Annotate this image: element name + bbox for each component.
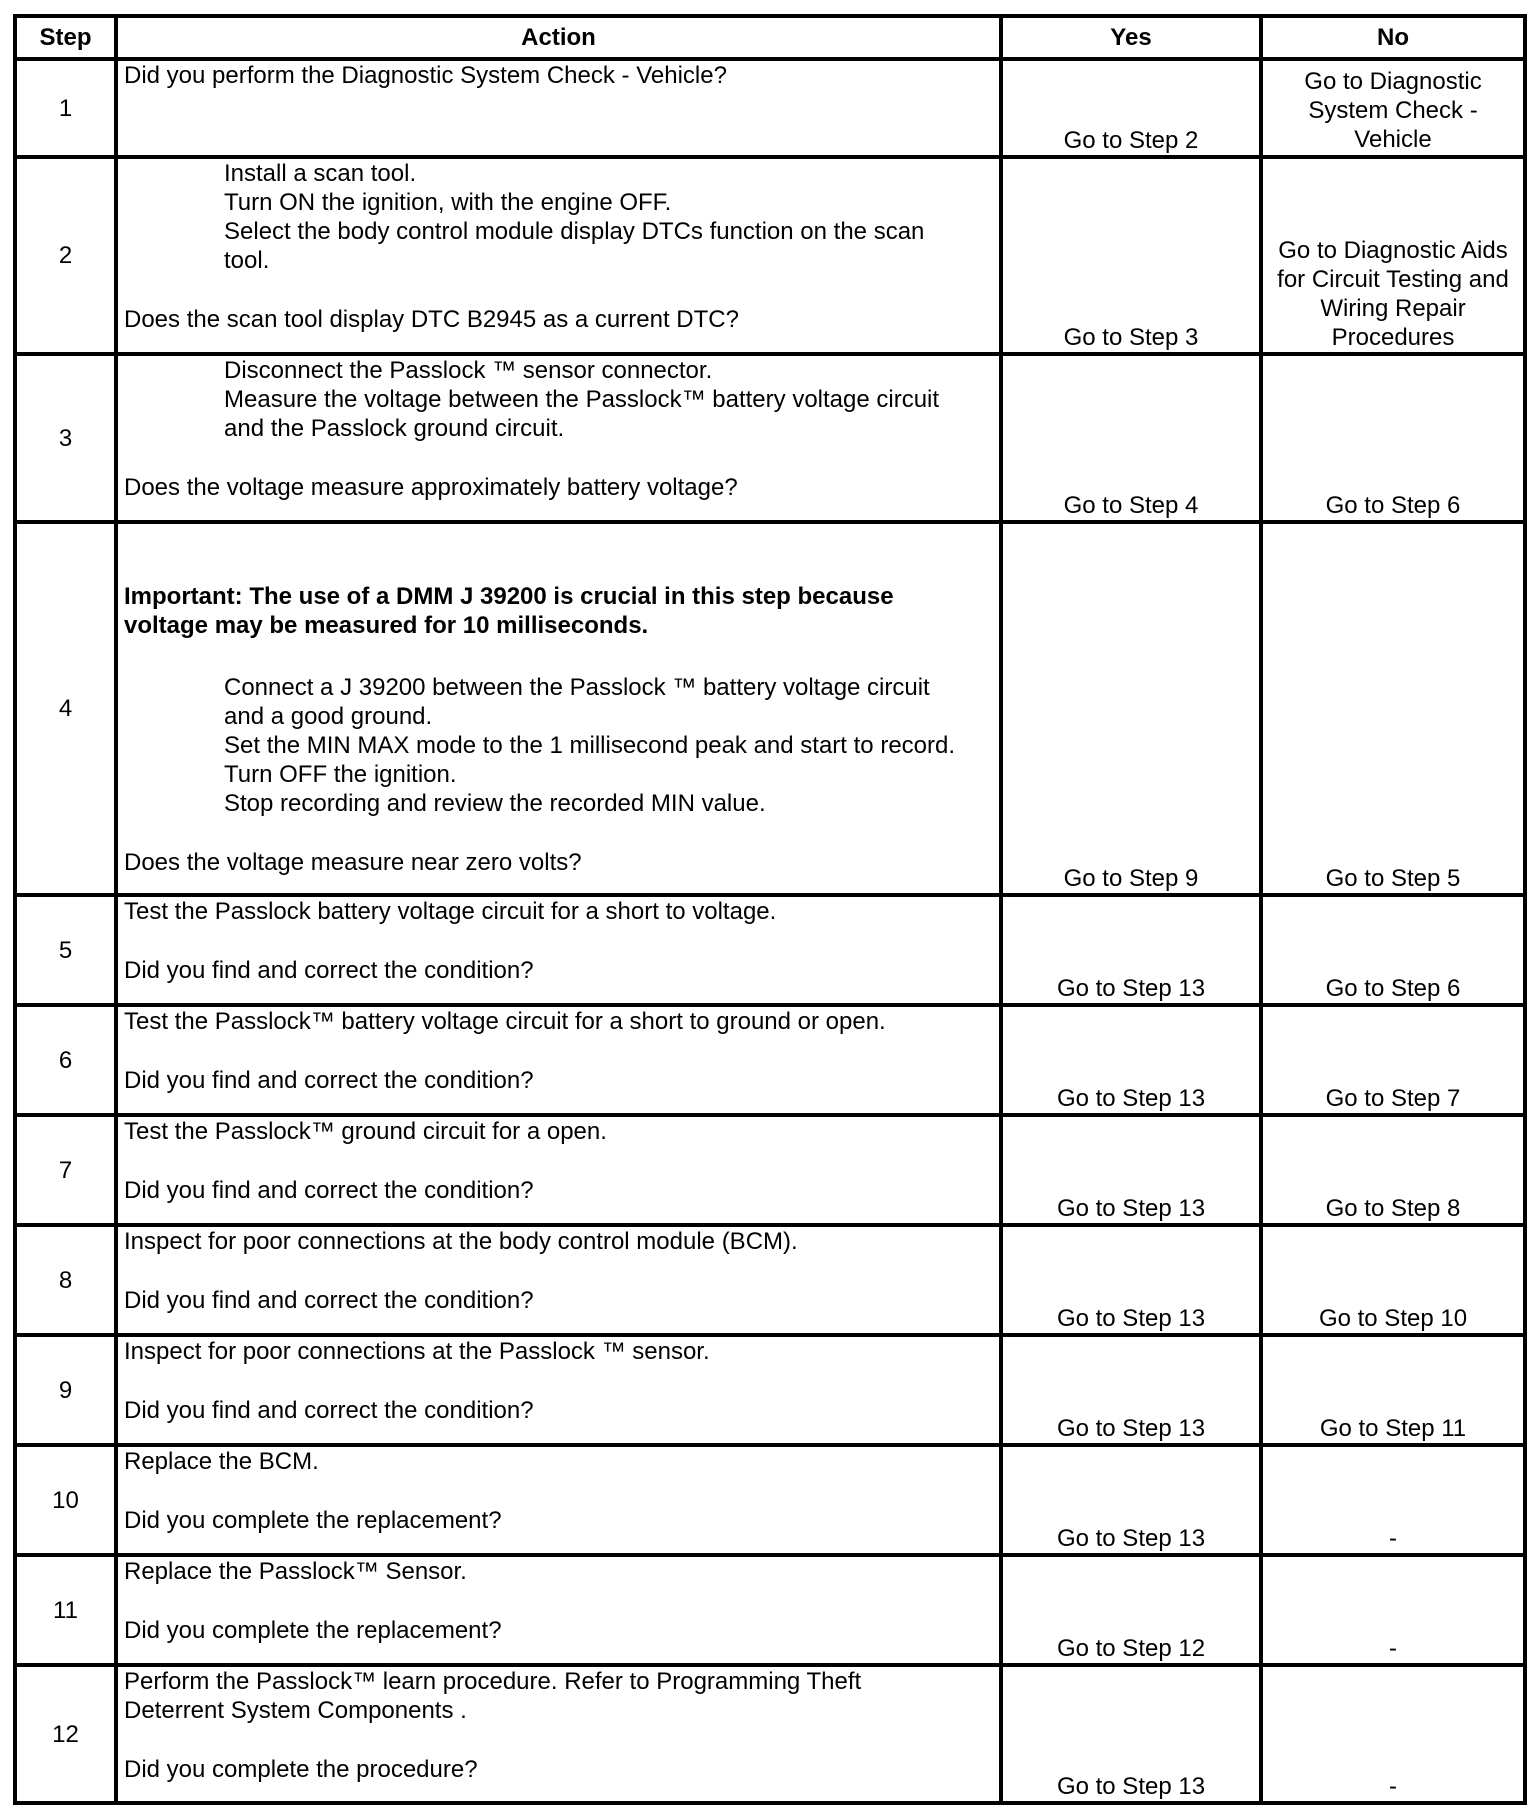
step-number: 5: [15, 895, 116, 1005]
yes-cell: Go to Step 2: [1001, 59, 1261, 157]
table-row: [15, 522, 1525, 895]
no-text-line: for Circuit Testing and: [1277, 266, 1509, 293]
yes-cell: Go to Step 13: [1001, 1445, 1261, 1555]
question-text: Did you find and correct the condition?: [124, 1067, 534, 1094]
step-number: 2: [15, 157, 116, 354]
yes-cell: Go to Step 3: [1001, 157, 1261, 354]
important-note-line: voltage may be measured for 10 milliseconds.: [124, 612, 649, 639]
question-text: Does the scan tool display DTC B2945 as a current DTC?: [124, 306, 739, 333]
yes-cell: Go to Step 13: [1001, 895, 1261, 1005]
instruction-line: Inspect for poor connections at the Passlock ™ sensor.: [124, 1338, 710, 1365]
instruction-line: and the Passlock ground circuit.: [224, 415, 565, 442]
step-number: 11: [15, 1555, 116, 1665]
instruction-line: Perform the Passlock™ learn procedure. Refer to Programming Theft: [124, 1668, 862, 1695]
question-text: Did you complete the replacement?: [124, 1507, 502, 1534]
instruction-line: Turn ON the ignition, with the engine OFF.: [224, 189, 672, 216]
no-text-line: Vehicle: [1354, 126, 1432, 153]
no-cell: Go to Step 10: [1261, 1225, 1525, 1335]
yes-cell: Go to Step 4: [1001, 354, 1261, 522]
action-cell: [116, 1665, 1001, 1803]
table-row: [15, 59, 1525, 157]
action-cell: [116, 1005, 1001, 1115]
step-number: 6: [15, 1005, 116, 1115]
no-text-line: Procedures: [1331, 324, 1455, 351]
table-row: [15, 1335, 1525, 1445]
table-row: [15, 895, 1525, 1005]
no-text-line: Go to Diagnostic: [1304, 68, 1482, 95]
table-row: [15, 1005, 1525, 1115]
instruction-line: Test the Passlock™ ground circuit for a open.: [124, 1118, 607, 1145]
step-number: 7: [15, 1115, 116, 1225]
instruction-line: Select the body control module display DTCs function on the scan: [224, 218, 925, 245]
action-cell: [116, 1445, 1001, 1555]
question-text: Did you find and correct the condition?: [124, 957, 534, 984]
question-text: Did you find and correct the condition?: [124, 1287, 534, 1314]
instruction-line: Turn OFF the ignition.: [224, 761, 457, 788]
instruction-line: Install a scan tool.: [224, 160, 417, 187]
action-cell: [116, 1225, 1001, 1335]
no-text-line: Wiring Repair: [1320, 295, 1466, 322]
no-cell: [1261, 157, 1525, 354]
action-cell: [116, 895, 1001, 1005]
no-text-line: System Check -: [1308, 97, 1478, 124]
important-note-line: Important: The use of a DMM J 39200 is crucial in this step because: [124, 583, 894, 610]
instruction-line: Disconnect the Passlock ™ sensor connector.: [224, 357, 713, 384]
table-row: [15, 1555, 1525, 1665]
instruction-line: Inspect for poor connections at the body control module (BCM).: [124, 1228, 798, 1255]
header-step: Step: [15, 16, 116, 59]
no-cell: -: [1261, 1555, 1525, 1665]
yes-cell: Go to Step 9: [1001, 522, 1261, 895]
no-cell: [1261, 59, 1525, 157]
header-action: Action: [116, 16, 1001, 59]
action-cell: [116, 157, 1001, 354]
instruction-line: Set the MIN MAX mode to the 1 millisecond peak and start to record.: [224, 732, 956, 759]
instruction-line: Test the Passlock battery voltage circuit for a short to voltage.: [124, 898, 777, 925]
header-yes: Yes: [1001, 16, 1261, 59]
instruction-line: tool.: [224, 247, 270, 274]
yes-cell: Go to Step 13: [1001, 1005, 1261, 1115]
table-row: [15, 1225, 1525, 1335]
table-row: [15, 157, 1525, 354]
table-row: [15, 1445, 1525, 1555]
step-number: 3: [15, 354, 116, 522]
table-row: [15, 1665, 1525, 1803]
question-text: Does the voltage measure approximately battery voltage?: [124, 474, 738, 501]
instruction-line: Connect a J 39200 between the Passlock ™ battery voltage circuit: [224, 674, 930, 701]
yes-cell: Go to Step 13: [1001, 1115, 1261, 1225]
instruction-line: Test the Passlock™ battery voltage circuit for a short to ground or open.: [124, 1008, 886, 1035]
yes-cell: Go to Step 13: [1001, 1335, 1261, 1445]
no-text-line: Go to Diagnostic Aids: [1278, 237, 1508, 264]
yes-cell: Go to Step 13: [1001, 1225, 1261, 1335]
no-cell: Go to Step 8: [1261, 1115, 1525, 1225]
action-cell: [116, 1555, 1001, 1665]
action-cell: [116, 522, 1001, 895]
diagnostic-table: [13, 14, 1527, 1805]
step-number: 8: [15, 1225, 116, 1335]
question-text: Did you complete the procedure?: [124, 1756, 478, 1783]
action-cell: [116, 1115, 1001, 1225]
no-cell: Go to Step 11: [1261, 1335, 1525, 1445]
no-cell: Go to Step 6: [1261, 895, 1525, 1005]
step-number: 9: [15, 1335, 116, 1445]
action-text: Did you perform the Diagnostic System Check - Vehicle?: [124, 62, 727, 89]
instruction-line: Deterrent System Components .: [124, 1697, 467, 1724]
table-row: [15, 354, 1525, 522]
question-text: Did you find and correct the condition?: [124, 1177, 534, 1204]
action-cell: [116, 354, 1001, 522]
header-no: No: [1261, 16, 1525, 59]
action-cell: [116, 1335, 1001, 1445]
question-text: Does the voltage measure near zero volts?: [124, 849, 582, 876]
instruction-line: Replace the Passlock™ Sensor.: [124, 1558, 467, 1585]
step-number: 1: [15, 59, 116, 157]
yes-cell: Go to Step 12: [1001, 1555, 1261, 1665]
no-cell: Go to Step 5: [1261, 522, 1525, 895]
table-row: [15, 1115, 1525, 1225]
step-number: 4: [15, 522, 116, 895]
instruction-line: Replace the BCM.: [124, 1448, 319, 1475]
instruction-line: Stop recording and review the recorded MIN value.: [224, 790, 766, 817]
instruction-line: and a good ground.: [224, 703, 433, 730]
no-cell: -: [1261, 1445, 1525, 1555]
no-cell: -: [1261, 1665, 1525, 1803]
action-cell: [116, 59, 1001, 157]
step-number: 10: [15, 1445, 116, 1555]
no-cell: Go to Step 7: [1261, 1005, 1525, 1115]
no-cell: Go to Step 6: [1261, 354, 1525, 522]
table-header-row: [15, 16, 1525, 59]
yes-cell: Go to Step 13: [1001, 1665, 1261, 1803]
step-number: 12: [15, 1665, 116, 1803]
instruction-line: Measure the voltage between the Passlock™ battery voltage circuit: [224, 386, 940, 413]
question-text: Did you find and correct the condition?: [124, 1397, 534, 1424]
question-text: Did you complete the replacement?: [124, 1617, 502, 1644]
